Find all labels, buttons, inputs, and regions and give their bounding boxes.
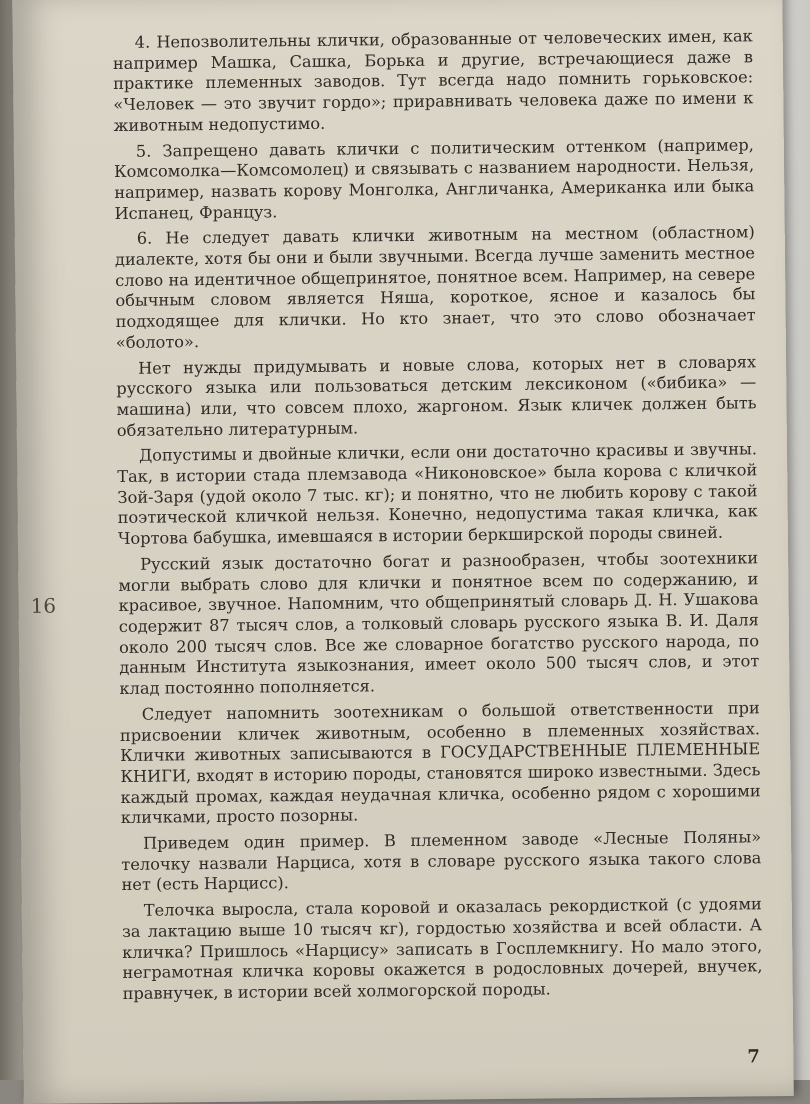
book-page bbox=[12, 0, 794, 1104]
paragraph-5: Допустимы и двойные клички, если они достаточно красивы и звучны. Так, в истории стада племзавода «Никоновское» была корова с кличкой Зой-Заря (удой около 7 тыс. кг); и понятно, что не любить корову с такой поэтической кличкой нельзя. Конечно, недопустима такая кличка, как Чортова бабушка, имевшаяся в истории беркширской породы свиней. bbox=[117, 439, 758, 549]
paragraph-6: Русский язык достаточно богат и разнообразен, чтобы зоотехники могли выбрать слово для клички и понятное всем по содержанию, и красивое, звучное. Напомним, что общепринятый словарь Д. Н. Ушакова содержит 87 тысяч слов, а толковый словарь русского языка В. И. Даля около 200 тысяч слов. Все же словарное богатство русского народа, по данным Института языкознания, имеет около 500 тысяч слов, и этот клад постоянно пополняется. bbox=[118, 548, 760, 699]
margin-mark: 16 bbox=[30, 593, 57, 618]
paragraph-7: Следует напомнить зоотехникам о большой ответственности при присвоении кличек животным, особенно в племенных хозяйствах. Клички животных записываются в ГОСУДАРСТВЕННЫЕ ПЛЕМЕННЫЕ КНИГИ, входят в историю породы, становятся широко известными. Здесь каждый промах, каждая неудачная кличка, особенно рядом с хорошими кличками, просто позорны. bbox=[119, 698, 761, 828]
page-number: 7 bbox=[747, 1046, 761, 1068]
page-text bbox=[113, 26, 763, 1009]
paragraph-8: Приведем один пример. В племенном заводе «Лесные Поляны» телочку назвали Нарциса, хотя в словаре русского языка такого слова нет (есть Нарцисс). bbox=[121, 827, 762, 895]
paragraph-4: Нет нужды придумывать и новые слова, которых нет в словарях русского языка или пользоваться детским лексиконом («бибика» — машина) или, что совсем плохо, жаргоном. Язык кличек должен быть обязательно литературным. bbox=[116, 351, 757, 440]
paragraph-2: 5. Запрещено давать клички с политическим оттенком (например, Комсомолка—Комсомолец) и связывать с названием народности. Нельзя, например, назвать корову Монголка, Англичанка, Американка или быка Испанец, Француз. bbox=[113, 134, 755, 223]
paragraph-9: Телочка выросла, стала коровой и оказалась рекордисткой (с удоями за лактацию выше 10 тысяч кг), гордостью хозяйства и всей области. А кличка? Пришлось «Нарцису» записать в Госплемкнигу. Но мало этого, неграмотная кличка коровы окажется в родословных дочерей, внучек, правнучек, в истории всей холмогорской породы. bbox=[121, 894, 763, 1003]
paragraph-3: 6. Не следует давать клички животным на местном (областном) диалекте, хотя бы они и были звучными. Всегда лучше заменить местное слово на идентичное общепринятое, понятное всем. Например, на севере обычным словом является Няша, короткое, ясное и казалось бы подходящее для клички. Но кто знает, что это слово обозначает «болото». bbox=[114, 222, 756, 352]
paragraph-1: 4. Непозволительны клички, образованные от человеческих имен, как например Машка, Сашка, Борька и другие, встречающиеся даже в практике племенных заводов. Тут всегда надо помнить горьковское: «Человек — это звучит гордо»; приравнивать человека даже по имени к животным недопустимо. bbox=[112, 26, 754, 135]
